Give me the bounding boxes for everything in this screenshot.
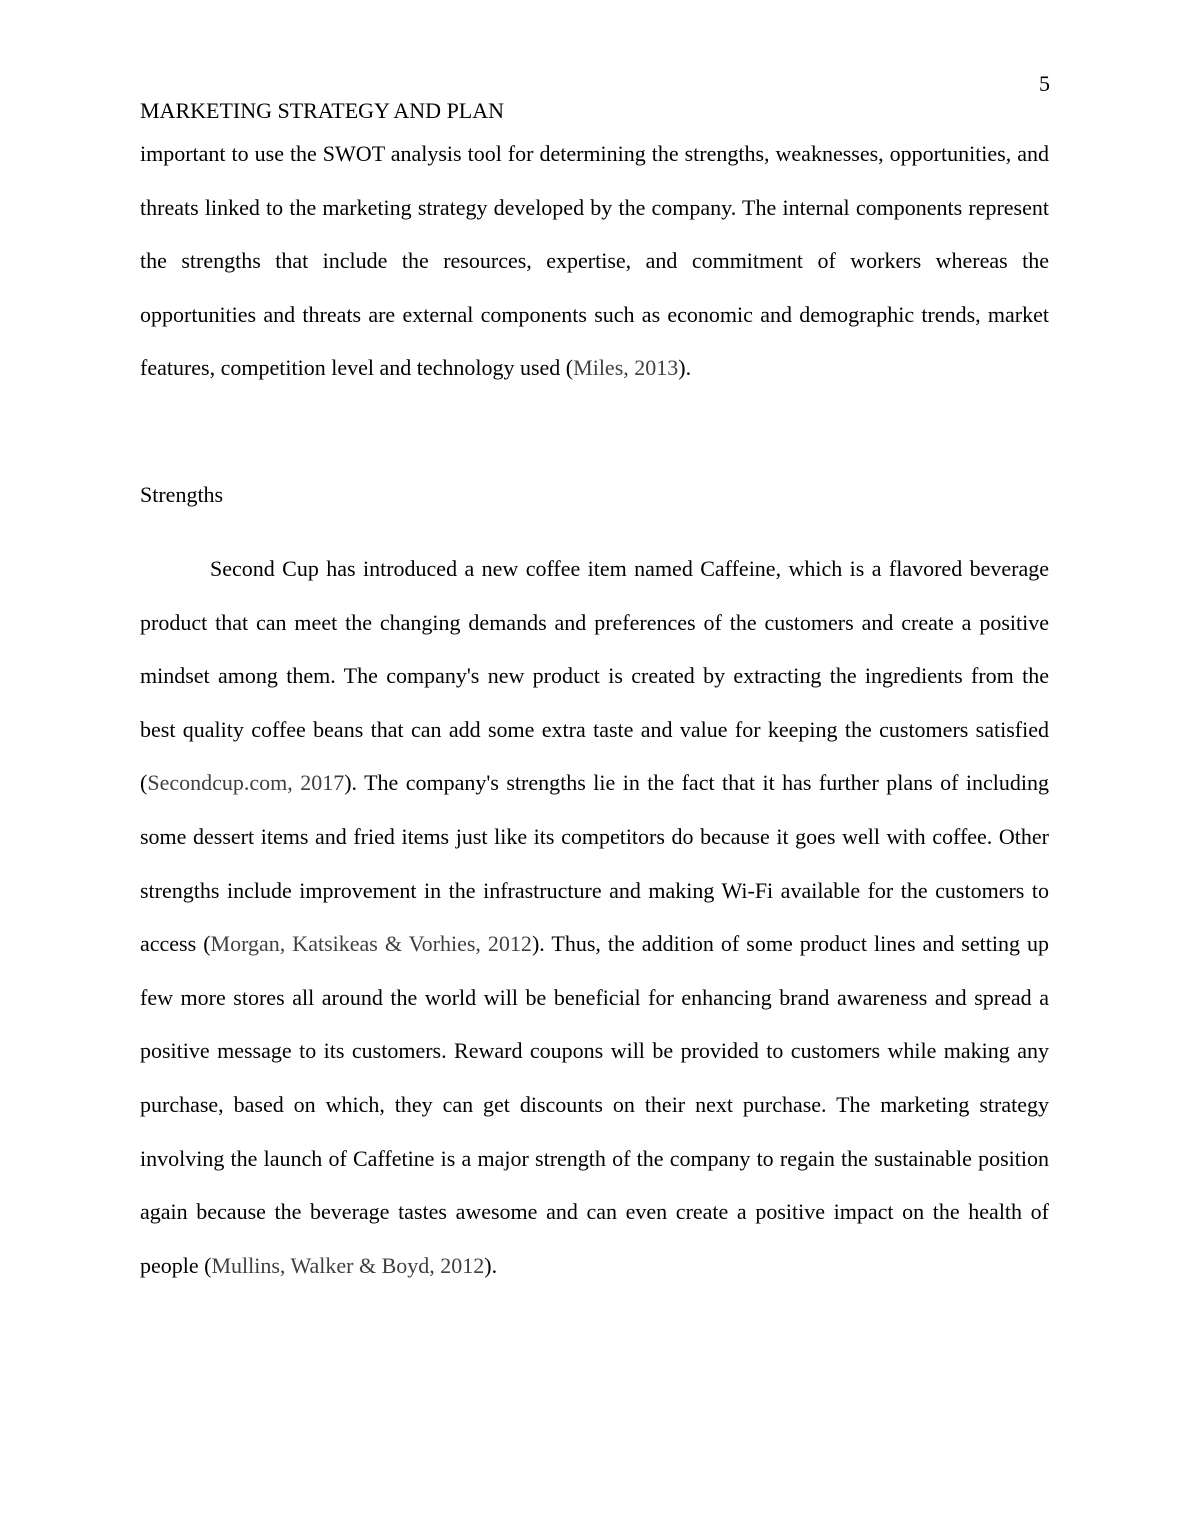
citation-morgan-2012: Morgan, Katsikeas & Vorhies, 2012 <box>210 931 532 957</box>
section-heading-strengths: Strengths <box>140 482 224 507</box>
paragraph-text-end: ). <box>678 355 692 381</box>
citation-mullins-2012: Mullins, Walker & Boyd, 2012 <box>211 1252 485 1278</box>
citation-secondcup-2017: Secondcup.com, 2017 <box>147 770 345 796</box>
body-paragraph-2 <box>140 542 1049 1292</box>
running-head: MARKETING STRATEGY AND PLAN <box>140 98 505 123</box>
paragraph-text-part-4: ). <box>484 1252 498 1278</box>
paragraph-text-part-3: ). Thus, the addition of some product lines and setting up few more stores all around the world will be beneficial for enhancing brand awareness and spread a positive message to its customers. Reward coupons will be provided to customers while making any purchase, based on which, they can get discounts on their next purchase. The marketing strategy involving the launch of Caffetine is a major strength of the company to regain the sustainable position again because the beverage tastes awesome and can even create a positive impact on the health of people ( <box>140 931 1049 1278</box>
paragraph-text-part-1: Second Cup has introduced a new coffee item named Caffeine, which is a flavored beverage product that can meet the changing demands and preferences of the customers and create a positive mindset among them. The company's new product is created by extracting the ingredients from the best quality coffee beans that can add some extra taste and value for keeping the customers satisfied ( <box>140 556 1049 796</box>
paragraph-text-part-2: ). The company's strengths lie in the fact that it has further plans of including some dessert items and fried items just like its competitors do because it goes well with coffee. Other strengths include improvement in the infrastructure and making Wi-Fi available for the customers to access ( <box>140 770 1050 957</box>
paragraph-text: important to use the SWOT analysis tool for determining the strengths, weaknesses, opportunities, and threats linked to the marketing strategy developed by the company. The internal components represent the strengths that include the resources, expertise, and commitment of workers whereas the opportunities and threats are external components such as economic and demographic trends, market features, competition level and technology used ( <box>140 141 1049 381</box>
citation-miles-2013: Miles, 2013 <box>573 355 679 381</box>
page-number: 5 <box>1039 71 1050 96</box>
body-paragraph-1 <box>140 127 1049 395</box>
